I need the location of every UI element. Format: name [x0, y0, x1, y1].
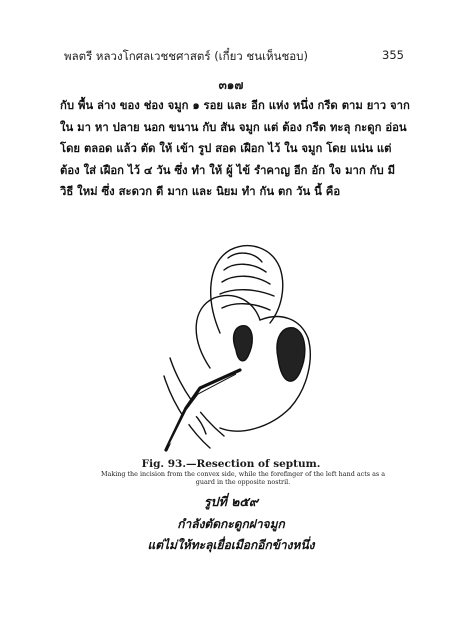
header-title: พลตรี หลวงโกศลเวชชศาสตร์ (เกี๋ยว ชนเห็นชอบ): [64, 49, 308, 63]
page-number: 355: [382, 48, 404, 62]
page-header: [64, 48, 404, 66]
body-line: ต้อง ใส่ เฝือก ไว้ ๔ วัน ซึ่ง ทำ ให้ ผู้ ไข้ รำคาญ อีก อัก ใจ มาก กับ มี: [60, 163, 396, 177]
body-line: ใน มา หา ปลาย นอก ขนาน กับ สัน จมูก แต่ ต้อง กรีด ทะลุ กะดูก อ่อน: [60, 120, 407, 134]
septum-resection-illustration: [150, 238, 328, 453]
body-line: กับ พื้น ล่าง ของ ช่อง จมูก ๑ รอย และ อีก แห่ง หนึ่ง กรีด ตาม ยาว จาก: [60, 99, 410, 112]
thai-caption-line2: แต่ไม่ให้ทะลุเยื่อเมือกอีกข้างหนึ่ง: [147, 538, 315, 552]
body-line: วิธี ใหม่ ซึ่ง สะดวก ดี มาก และ นิยม ทำ กัน ตก วัน นี้ คือ: [60, 185, 341, 198]
thai-page-number: ๓๑๗: [218, 78, 244, 92]
body-text: [60, 95, 412, 203]
figure-caption: Fig. 93.—Resection of septum.: [141, 458, 321, 470]
figure-subcaption: Making the incision from the convex side, while the forefinger of the left hand acts as a guard in the opposite nostril.: [100, 470, 386, 486]
thai-caption-line1: กำลังตัดกะดูกฝาจมูก: [177, 517, 285, 531]
thai-figure-number: รูปที่ ๒๕๙: [203, 494, 259, 509]
body-line: โดย ตลอด แล้ว ตัด ให้ เข้า รูป สอด เฝือก ไว้ ใน จมูก โดย แน่น แต่: [60, 142, 392, 155]
